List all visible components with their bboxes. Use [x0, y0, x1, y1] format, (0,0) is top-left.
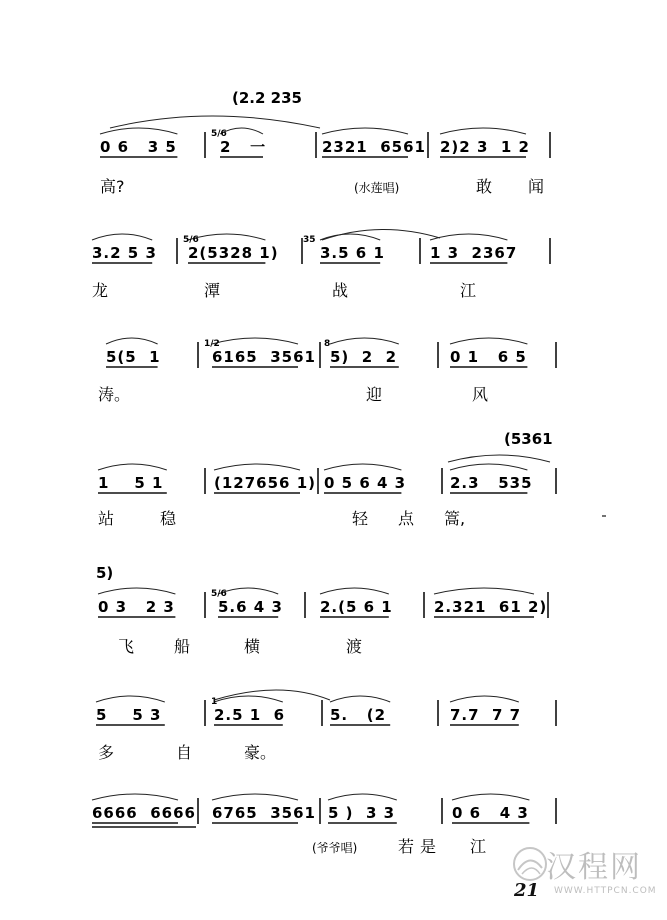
slur	[450, 464, 527, 470]
watermark-logo-icon	[510, 844, 550, 884]
measure: 1 3 2367	[430, 244, 518, 262]
lyric: 潭	[204, 281, 221, 300]
slur	[450, 338, 527, 344]
slur	[320, 588, 389, 594]
measure: 5 5 3	[96, 706, 162, 724]
slur	[212, 794, 298, 800]
lyric: 稳	[160, 509, 177, 528]
phrase-slur	[448, 455, 550, 462]
measure: 5 ) 3 3	[328, 804, 396, 822]
slur	[96, 696, 165, 702]
slur	[92, 794, 178, 800]
lyric: 迎	[366, 385, 383, 404]
slur	[320, 234, 380, 240]
measure: 0 6 4 3	[452, 804, 529, 822]
slur	[328, 794, 397, 800]
measure: 2 一	[220, 138, 267, 156]
measure: 2.321 61 2)	[434, 598, 548, 616]
lyric: 闻	[528, 177, 545, 196]
measure: 6765 3561	[212, 804, 316, 822]
slur	[430, 234, 507, 240]
phrase-slur	[110, 116, 320, 128]
lyric: 渡	[346, 637, 363, 656]
measure: 3.5 6 1	[320, 244, 385, 262]
grace-note: 1/2	[204, 339, 220, 349]
phrase-slur	[322, 229, 440, 240]
measure: 5) 2 2	[330, 348, 398, 366]
measure: 2.5 1 6	[214, 706, 286, 724]
grace-note: 5/6	[211, 589, 227, 599]
lyric: 战	[332, 281, 349, 300]
measure: 2321 6561	[322, 138, 426, 156]
lyric: 站	[98, 509, 115, 528]
slur	[106, 338, 158, 344]
slur	[92, 234, 152, 240]
measure: 5.6 4 3	[218, 598, 283, 616]
page-number: 21	[513, 880, 539, 901]
lyric: (水莲唱)	[354, 181, 400, 195]
lyric: 江	[470, 837, 487, 856]
measure: 6165 3561	[212, 348, 316, 366]
slur	[440, 128, 526, 134]
system-4	[98, 430, 556, 528]
system-7	[92, 794, 556, 856]
slur	[212, 338, 298, 344]
watermark-text: 汉程网	[546, 850, 642, 885]
measure: 0 5 6 4 3	[324, 474, 407, 492]
system-1	[100, 89, 550, 196]
slur	[98, 588, 175, 594]
lyric: 龙	[92, 281, 109, 300]
grace-note: 35	[303, 235, 316, 245]
grace-note: 8	[324, 339, 331, 349]
prelude-notation: 5)	[96, 564, 114, 582]
lyric: 敢	[476, 177, 493, 196]
measure: 2(5328 1)	[188, 244, 279, 262]
slur	[330, 696, 390, 702]
measure: 0 3 2 3	[98, 598, 175, 616]
lyric: 多	[98, 743, 115, 762]
measure: 5(5 1	[106, 348, 161, 366]
prelude-notation: (5361	[504, 430, 553, 448]
lyric: (爷爷唱)	[312, 841, 358, 855]
measure: 2.3 535	[450, 474, 533, 492]
lyric: 若	[398, 837, 415, 856]
measure: 5. (2	[330, 706, 387, 724]
lyric: 高?	[100, 177, 125, 196]
lyric: 风	[472, 385, 489, 404]
lyric: 自	[176, 743, 193, 762]
measure: 2.(5 6 1	[320, 598, 393, 616]
slur	[324, 464, 401, 470]
prelude-notation: (2.2 235	[232, 89, 302, 107]
grace-note: 1	[211, 697, 218, 707]
measure: 7.7 7 7	[450, 706, 522, 724]
system-5	[96, 564, 548, 656]
slur	[214, 464, 300, 470]
measure: 1 5 1	[98, 474, 164, 492]
measure: 2)2 3 1 2	[440, 138, 530, 156]
lyric: 篙,	[444, 509, 466, 528]
slur	[218, 588, 278, 594]
lyric: 江	[460, 281, 477, 300]
slur	[452, 794, 529, 800]
measure: 0 6 3 5	[100, 138, 177, 156]
slur	[322, 128, 408, 134]
lyric: 涛。	[98, 385, 131, 404]
slur	[188, 234, 265, 240]
watermark	[510, 842, 660, 904]
system-6	[96, 696, 556, 762]
measure: 3.2 5 3	[92, 244, 157, 262]
lyric: 船	[174, 637, 191, 656]
slur	[98, 464, 167, 470]
measure: 6666 6666	[92, 804, 196, 822]
lyric: 是	[420, 837, 437, 856]
lyric: 轻	[352, 509, 369, 528]
measure: (127656 1)	[214, 474, 316, 492]
slur	[434, 588, 534, 594]
system-2	[92, 234, 550, 300]
measure: 0 1 6 5	[450, 348, 527, 366]
watermark-url: WWW.HTTPCN.COM	[554, 886, 657, 896]
slur	[330, 338, 399, 344]
grace-note: 5/6	[183, 235, 199, 245]
grace-note: 5/6	[211, 129, 227, 139]
lyric: 豪。	[244, 743, 277, 762]
system-3	[98, 338, 556, 404]
lyric: 横	[244, 637, 261, 656]
slur	[450, 696, 519, 702]
lyric: 飞	[118, 637, 135, 656]
slur	[100, 128, 177, 134]
lyric: 点	[398, 509, 415, 528]
